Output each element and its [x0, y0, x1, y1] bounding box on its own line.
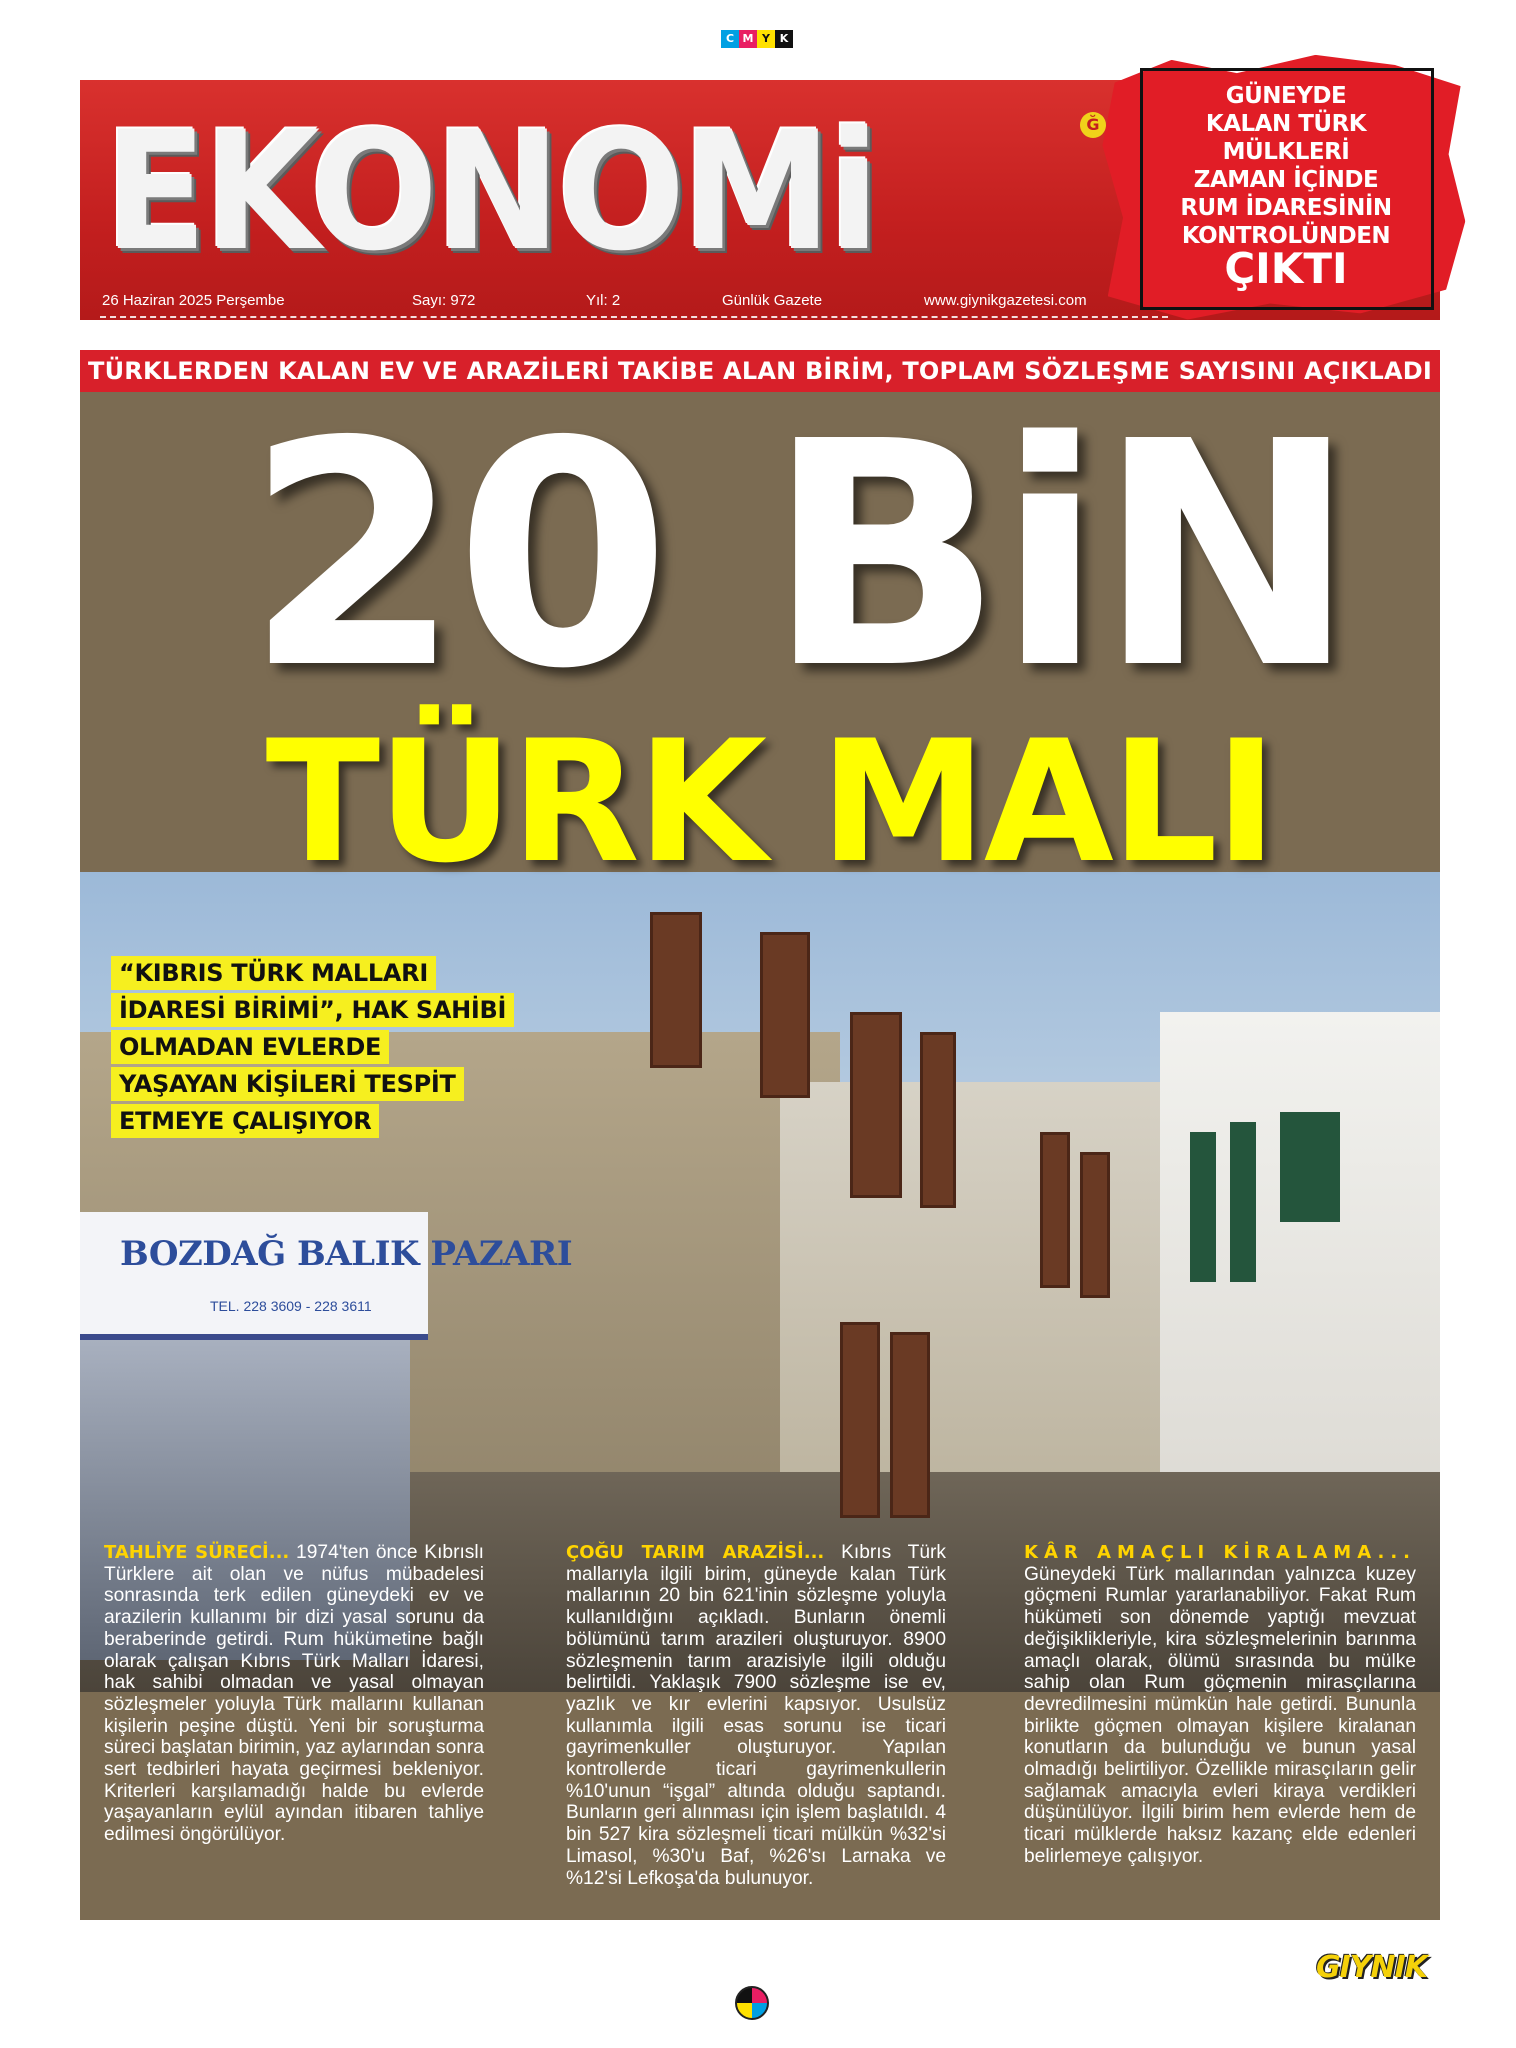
- splash-line: MÜLKLERİ: [1222, 139, 1350, 165]
- logo-mark: Ğ: [1080, 112, 1106, 138]
- website-link[interactable]: www.giynikgazetesi.com: [924, 292, 1087, 309]
- publication-type: Günlük Gazete: [722, 292, 823, 309]
- cmyk-y: Y: [757, 30, 775, 48]
- window-shutter: [850, 1012, 902, 1198]
- column-text: Güneydeki Türk mallarından yalnızca kuzey göçmeni Rumlar yararlanabiliyor. Fakat Rum hükümeti son dönemde yaptığı mevzuat değişiklikleriyle, kira sözleşmelerinin barınma amaçlı olarak, ölümü sırasında bu mülke sahip olan Rum göçmenin mirasçılarına devredilmesini mümkün hale getirdi. Bununla birlikte göçmen olmayan kişilere kiralanan konutların da bulunduğu ve bunun yasal olmadığı belirtiliyor. Özellikle mirasçıların gelir sağlamak amacıyla evleri kiraya verdikleri düşünülüyor. İlgili birim hem evlerde hem de ticari mülklerde haksız kazanç elde edenleri belirlemeye çalışıyor.: [1024, 1563, 1416, 1867]
- masthead-meta: [102, 292, 1122, 314]
- article-column-3: [1024, 1542, 1416, 1868]
- newspaper-logo: EKONOMi: [104, 96, 877, 287]
- column-lead: KÂR AMAÇLI KİRALAMA...: [1024, 1542, 1416, 1563]
- window-shutter-green: [1280, 1112, 1340, 1222]
- column-text: 1974'ten önce Kıbrıslı Türklere ait olan ve nüfus mübadelesi sonrasında terk edilen güneydeki ev ve arazilerin kullanımı bir dizi yasal sorunu da beraberinde getirdi. Rum hükümetine bağlı olarak çalışan Kıbrıs Türk Malları İdaresi, hak sahibi olmadan ve yasal olmayan sözleşmeler yoluyla Türk mallarını kullanan kişilerin peşine düştü. Yeni bir soruşturma süreci başlatan birimin, yaz aylarından sonra sert tedbirleri hayata geçirmesi bekleniyor. Kriterleri karşılamadığı halde bu evlerde yaşayanların eylül ayından itibaren tahliye edilmesi öngörülüyor.: [104, 1542, 484, 1846]
- article-column-1: [104, 1542, 484, 1846]
- giynik-logo: GIYNIK: [1316, 1950, 1428, 1985]
- issue-number: Sayı: 972: [412, 292, 476, 309]
- splash-big-word: ÇIKTI: [1224, 244, 1348, 293]
- issue-year: Yıl: 2: [586, 292, 621, 309]
- headline-yellow: TÜRK MALI: [265, 704, 1275, 900]
- shop-sign-tel: TEL. 228 3609 - 228 3611: [210, 1298, 372, 1314]
- splash-text: [1140, 82, 1432, 250]
- shop-sign: [80, 1212, 573, 1340]
- shop-sign-name: BOZDAĞ BALIK PAZARI: [120, 1234, 573, 1274]
- masthead-divider: [100, 316, 1168, 318]
- callout-line: ETMEYE ÇALIŞIYOR: [111, 1104, 379, 1138]
- splash-line: GÜNEYDE: [1225, 83, 1347, 109]
- splash-line: RUM İDARESİNİN: [1180, 195, 1392, 221]
- window-shutter-green: [1230, 1122, 1256, 1282]
- registration-mark-icon: [735, 1986, 769, 2020]
- splash-line: ZAMAN İÇİNDE: [1193, 167, 1379, 193]
- column-lead: TAHLİYE SÜRECİ...: [104, 1542, 290, 1563]
- window-shutter: [890, 1332, 930, 1518]
- article-column-2: [566, 1542, 946, 1889]
- callout-line: “KIBRIS TÜRK MALLARI: [111, 956, 436, 990]
- callout-line: OLMADAN EVLERDE: [111, 1030, 389, 1064]
- article-columns: [80, 1542, 1440, 1920]
- window-shutter-green: [1190, 1132, 1216, 1282]
- column-lead: ÇOĞU TARIM ARAZİSİ...: [566, 1542, 825, 1563]
- callout-line: YAŞAYAN KİŞİLERİ TESPİT: [111, 1067, 464, 1101]
- cmyk-k: K: [775, 30, 793, 48]
- column-text: Kıbrıs Türk mallarıyla ilgili birim, güneyde kalan Türk mallarının 20 bin 621'inin sözleşme yoluyla kullanıldığını açıkladı. Bunların önemli bölümünü tarım arazileri oluşturuyor. 8900 sözleşmenin tarım arazisiyle ilgili olduğu belirtildi. Yaklaşık 7900 sözleşme ise ev, yazlık ve kır evlerini kapsıyor. Usulsüz kullanımla ilgili esas sorunu ise ticari gayrimenkuller oluşturuyor. Yapılan kontrollerde ticari gayrimenkullerin %10'unun “işgal” altında olduğu saptandı. Bunların geri alınması için işlem başlatıldı. 4 bin 527 kira sözleşmeli ticari mülkün %32'si Limasol, %30'u Baf, %26'sı Larnaka ve %12'si Lefkoşa'da bulunuyor.: [566, 1542, 946, 1889]
- callout-line: İDARESİ BİRİMİ”, HAK SAHİBİ: [111, 993, 514, 1027]
- cmyk-c: C: [721, 30, 739, 48]
- headline-main: 20 BiN: [245, 392, 1351, 737]
- issue-date: 26 Haziran 2025 Perşembe: [102, 292, 285, 309]
- window-shutter: [760, 932, 810, 1098]
- cmyk-m: M: [739, 30, 757, 48]
- photo-panel: [80, 392, 1440, 1920]
- cmyk-marker: [721, 30, 793, 48]
- window-shutter: [1040, 1132, 1070, 1288]
- window-shutter: [1080, 1152, 1110, 1298]
- splash-line: KONTROLÜNDEN: [1181, 223, 1391, 249]
- window-shutter: [920, 1032, 956, 1208]
- window-shutter: [840, 1322, 880, 1518]
- splash-line: KALAN TÜRK: [1205, 111, 1367, 137]
- splash-box: [1124, 46, 1444, 324]
- window-shutter: [650, 912, 702, 1068]
- callout-box: [111, 956, 551, 1141]
- subheadline-band: TÜRKLERDEN KALAN EV VE ARAZİLERİ TAKİBE ALAN BİRİM, TOPLAM SÖZLEŞME SAYISINI AÇIKLADI: [80, 350, 1440, 392]
